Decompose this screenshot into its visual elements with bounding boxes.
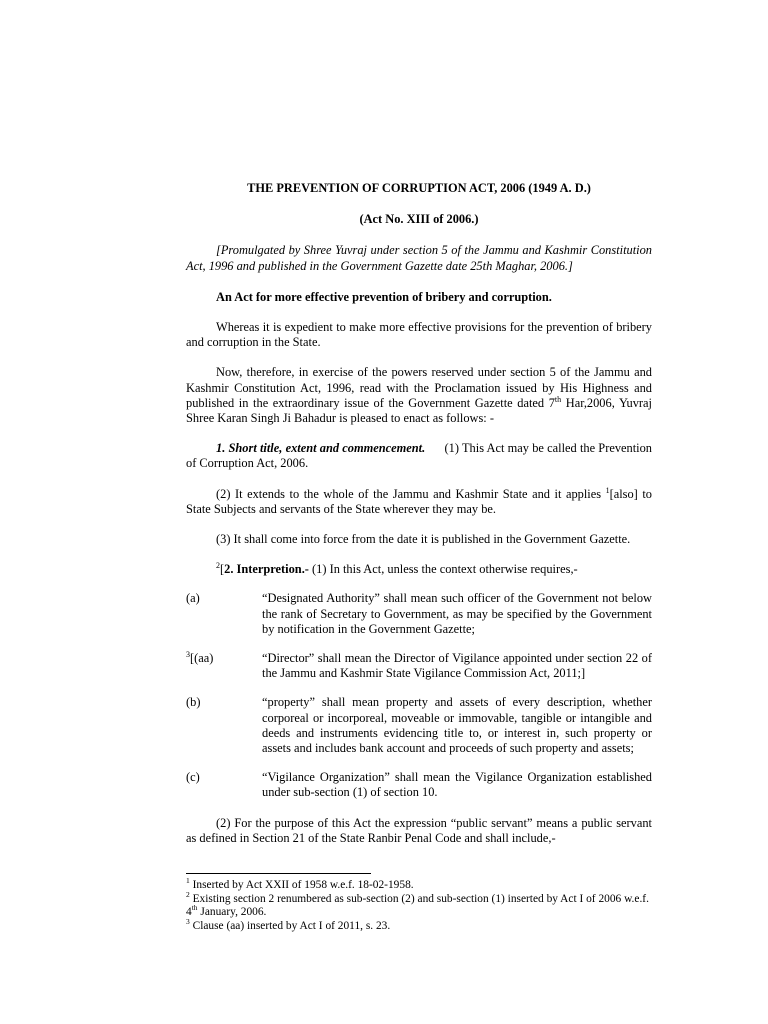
footnote-2 (186, 889, 652, 920)
act-number: (Act No. XIII of 2006.) (359, 212, 479, 227)
footnote-ref-3[interactable]: 3 (186, 649, 190, 659)
clause-aa-label-text: [(aa) (190, 651, 214, 666)
clause-b-text: “property” shall mean property and assets of every description, whether corporeal or incorporeal, moveable or immovable, tangible or intangible and deeds and instruments evidencing title to, or interest in, such property or assets and includes bank account and proceeds of such property and assets; (262, 695, 652, 756)
document-title: THE PREVENTION OF CORRUPTION ACT, 2006 (1949 A. D.) (247, 181, 591, 195)
document-body (186, 181, 652, 846)
clause-a-label-text: (a) (186, 591, 200, 606)
clause-aa (186, 651, 652, 681)
footnote-3 (186, 916, 652, 934)
section-1-2-paragraph (186, 487, 652, 517)
section-2-2-paragraph: (2) For the purpose of this Act the expression “public servant” means a public servant as defined in Section 21 of the State Ranbir Penal Code and shall include,- (186, 815, 652, 845)
enacting-text-start: Now, therefore, in exercise of the powers reserved under section 5 of the Jammu and Kashmir Constitution Act, 1996, read with the Proclamation issued by His Highness and published in the extraordinary issue of the Government Gazette dated 7 (186, 365, 652, 410)
footnote-3-text: Clause (aa) inserted by Act I of 2011, s. 23. (189, 919, 391, 932)
clause-a (186, 591, 652, 637)
clause-a-label (186, 591, 216, 637)
footnote-1-text: Inserted by Act XXII of 1958 w.e.f. 18-02-1958. (189, 879, 414, 891)
footnote-ref-1[interactable]: 1 (605, 485, 610, 495)
section-2-heading: 2. Interpretion.- (224, 562, 309, 577)
footnote-1 (186, 876, 652, 893)
footnote-1-mark: 1 (186, 876, 190, 886)
section-1-2-text-end: [also] to State Subjects and servants of the State wherever they may be. (186, 486, 652, 516)
clause-c-label-text: (c) (186, 770, 200, 785)
promulgation-note: [Promulgated by Shree Yuvraj under section 5 of the Jammu and Kashmir Constitution Act, 1996 and published in the Government Gazette date 25th Maghar, 2006.] (186, 243, 652, 273)
enacting-paragraph (186, 365, 652, 426)
footnote-divider (186, 873, 371, 874)
clause-aa-label (186, 651, 216, 681)
section-1-heading: 1. Short title, extent and commencement. (216, 441, 426, 456)
clause-c-text: “Vigilance Organization” shall mean the Vigilance Organization established under sub-section (1) of section 10. (262, 770, 652, 800)
clause-aa-text: “Director” shall mean the Director of Vigilance appointed under section 22 of the Jammu and Kashmir State Vigilance Commission Act, 2011;] (262, 651, 652, 681)
footnote-2-text-start: Existing section 2 renumbered as sub-section (2) and sub-section (1) inserted by Act I of 2006 w.e.f. 4 (186, 892, 649, 919)
section-2-paragraph (186, 562, 652, 577)
section-1-2-text-start: (2) It extends to the whole of the Jammu and Kashmir State and it applies (216, 486, 606, 501)
footnote-ref-2[interactable]: 2 (216, 561, 220, 571)
clause-a-text: “Designated Authority” shall mean such officer of the Government not below the rank of Secretary to Government, as may be specified by the Government by notification in the Government Gazette; (262, 591, 652, 636)
clause-b (186, 695, 652, 756)
section-1-3-paragraph: (3) It shall come into force from the date it is published in the Government Gazette. (216, 532, 631, 547)
enacting-ordinal: th (554, 394, 562, 404)
clause-b-label-text: (b) (186, 695, 201, 710)
clause-c-label (186, 770, 216, 800)
section-1-paragraph (186, 441, 652, 471)
whereas-paragraph: Whereas it is expedient to make more effective provisions for the prevention of bribery and corruption in the State. (186, 320, 652, 350)
footnote-2-mark: 2 (186, 889, 190, 899)
footnotes (186, 876, 652, 933)
footnote-3-mark: 3 (186, 916, 190, 926)
enacting-text-end: Har,2006, Yuvraj Shree Karan Singh Ji Bahadur is pleased to enact as follows: - (186, 395, 652, 426)
section-2-text: (1) In this Act, unless the context otherwise requires,- (308, 562, 578, 577)
long-title: An Act for more effective prevention of bribery and corruption. (216, 289, 552, 304)
footnote-2-text-end: January, 2006. (197, 906, 267, 919)
clause-b-label (186, 695, 216, 756)
section-1-text: (1) This Act may be called the Prevention of Corruption Act, 2006. (186, 441, 652, 471)
section-2-bracket: [ (220, 562, 225, 577)
footnote-2-ordinal: th (191, 903, 198, 913)
clause-c (186, 770, 652, 800)
